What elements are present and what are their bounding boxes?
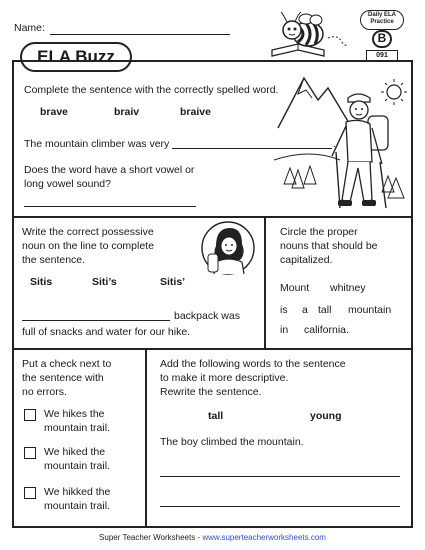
- choice-3-line1: We hikked the: [44, 486, 111, 498]
- choice-3-line2: mountain trail.: [44, 500, 110, 512]
- choice-checkbox-3[interactable]: [24, 487, 36, 499]
- descriptive-word-tall: tall: [208, 410, 224, 422]
- badge-number: 091: [376, 52, 388, 59]
- possessive-option-2[interactable]: Siti’s: [92, 276, 117, 288]
- section5-answer-line-1[interactable]: [160, 476, 400, 477]
- section1-sentence: The mountain climber was very: [24, 138, 170, 150]
- daily-practice-badge: [356, 10, 406, 60]
- word-option-braive[interactable]: braive: [180, 106, 211, 118]
- section3-instruction-line1: Circle the proper: [280, 226, 358, 238]
- section5-sentence: The boy climbed the mountain.: [160, 436, 304, 448]
- badge-letter: B: [377, 31, 387, 45]
- divider-col-bottom: [145, 348, 147, 528]
- noun-word-mount[interactable]: Mount: [280, 282, 310, 294]
- section4-instruction-line3: no errors.: [22, 386, 67, 398]
- section4-instruction-line2: the sentence with: [22, 372, 104, 384]
- section2-sentence-line2: full of snacks and water for our hike.: [22, 326, 191, 338]
- noun-word-whitney[interactable]: whitney: [330, 282, 366, 294]
- badge-line2: Practice: [370, 19, 394, 25]
- divider-row2: [12, 348, 413, 350]
- choice-2-line2: mountain trail.: [44, 460, 110, 472]
- descriptive-word-young: young: [310, 410, 342, 422]
- section5-answer-line-2[interactable]: [160, 506, 400, 507]
- hiker-girl-portrait-illustration: [200, 220, 256, 276]
- noun-word-tall[interactable]: tall: [318, 304, 332, 316]
- badge-line1: Daily ELA: [367, 12, 396, 18]
- mountain-climber-illustration: [270, 64, 410, 214]
- word-option-braiv[interactable]: braiv: [114, 106, 140, 118]
- section1-instruction: Complete the sentence with the correctly spelled word.: [24, 84, 279, 96]
- section1-vowel-answer-line[interactable]: [24, 206, 196, 207]
- bee-book-illustration: [268, 8, 348, 60]
- section1-question-line1: Does the word have a short vowel or: [24, 164, 195, 176]
- name-line[interactable]: [50, 34, 230, 35]
- choice-1-line2: mountain trail.: [44, 422, 110, 434]
- noun-word-a[interactable]: a: [302, 304, 308, 316]
- noun-word-mountain[interactable]: mountain: [348, 304, 392, 316]
- divider-row1: [12, 216, 413, 218]
- section5-instruction-line2: to make it more descriptive.: [160, 372, 289, 384]
- word-option-brave[interactable]: brave: [40, 106, 69, 118]
- choice-checkbox-1[interactable]: [24, 409, 36, 421]
- page-title: ELA Buzz: [37, 47, 115, 66]
- section5-instruction-line1: Add the following words to the sentence: [160, 358, 346, 370]
- noun-word-is[interactable]: is: [280, 304, 288, 316]
- choice-2-line1: We hiked the: [44, 446, 106, 458]
- name-label: Name:: [14, 22, 45, 34]
- section3-instruction-line3: capitalized.: [280, 254, 333, 266]
- section4-instruction-line1: Put a check next to: [22, 358, 112, 370]
- noun-word-california[interactable]: california.: [304, 324, 349, 336]
- footer: [0, 533, 425, 543]
- section2-instruction-line3: the sentence.: [22, 254, 86, 266]
- section1-question-line2: long vowel sound?: [24, 178, 111, 190]
- section2-answer-line[interactable]: [22, 320, 170, 321]
- section1-sentence-end: .: [333, 138, 336, 150]
- section2-instruction-line2: noun on the line to complete: [22, 240, 154, 252]
- footer-link[interactable]: www.superteacherworksheets.com: [202, 533, 326, 542]
- choice-checkbox-2[interactable]: [24, 447, 36, 459]
- section2-instruction-line1: Write the correct possessive: [22, 226, 154, 238]
- choice-1-line1: We hikes the: [44, 408, 105, 420]
- footer-prefix: Super Teacher Worksheets -: [99, 533, 203, 542]
- section5-instruction-line3: Rewrite the sentence.: [160, 386, 262, 398]
- possessive-option-1[interactable]: Sitis: [30, 276, 53, 288]
- section3-instruction-line2: nouns that should be: [280, 240, 378, 252]
- possessive-option-3[interactable]: Sitis’: [160, 276, 186, 288]
- noun-word-in[interactable]: in: [280, 324, 289, 336]
- divider-col-middle: [264, 216, 266, 349]
- section2-sentence-line1: backpack was: [174, 310, 240, 322]
